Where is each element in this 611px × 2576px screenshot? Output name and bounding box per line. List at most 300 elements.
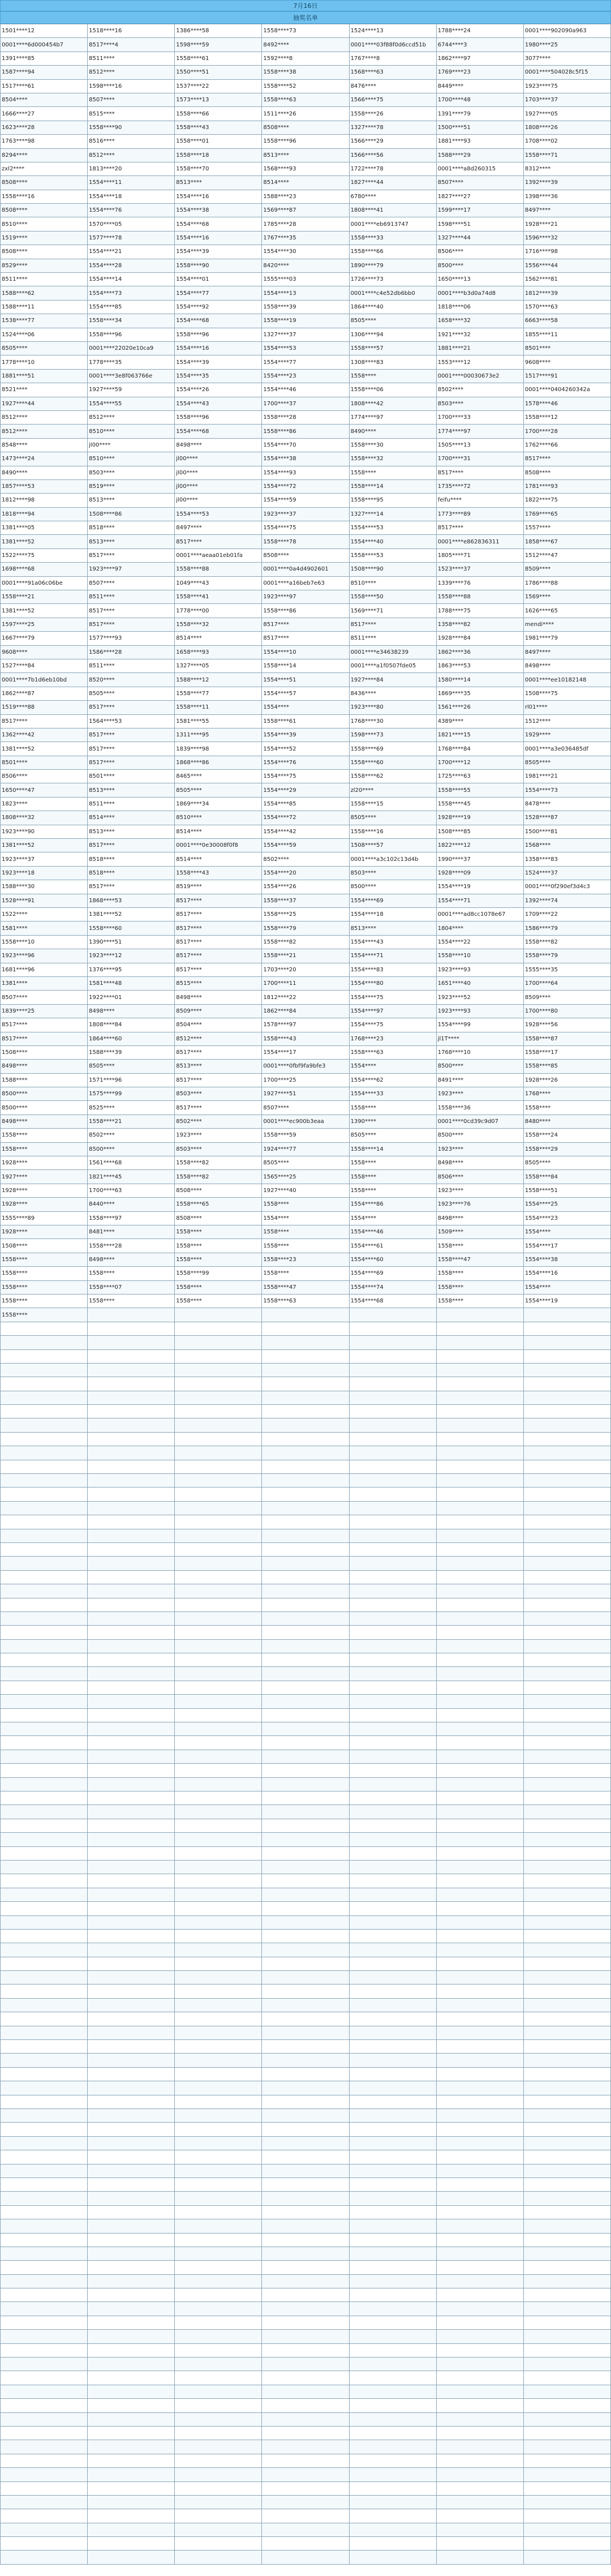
table-cell: 1558****43 (262, 1032, 349, 1045)
table-cell: 1554****77 (175, 286, 262, 300)
table-cell (262, 2233, 349, 2247)
table-cell (436, 2095, 523, 2108)
table-cell: 1558****62 (349, 770, 436, 783)
table-cell (175, 1819, 262, 1832)
table-cell: mendi**** (523, 618, 610, 631)
table-row (1, 176, 611, 190)
table-cell: 1381****52 (1, 839, 88, 852)
table-row (1, 632, 611, 645)
table-cell: 0001****ee10182148 (523, 673, 610, 687)
table-cell: 1569****87 (262, 204, 349, 217)
table-cell: 1570****63 (523, 300, 610, 314)
table-cell (175, 1695, 262, 1708)
table-cell: 8548**** (1, 438, 88, 452)
table-cell (349, 2302, 436, 2316)
table-row (1, 397, 611, 410)
table-cell: 1327****44 (436, 231, 523, 245)
table-cell (262, 1349, 349, 1363)
table-cell (523, 2302, 610, 2316)
table-cell: 1554****43 (349, 935, 436, 949)
table-cell: 1762****66 (523, 438, 610, 452)
table-row (1, 1971, 611, 1984)
table-cell (1, 2247, 88, 2260)
table-cell: 1881****93 (436, 135, 523, 148)
table-cell: 1571****96 (88, 1073, 175, 1087)
table-cell (349, 2108, 436, 2122)
table-cell (175, 1971, 262, 1984)
table-cell (1, 2537, 88, 2551)
table-cell: 1588****62 (1, 286, 88, 300)
table-cell: 1554****51 (262, 673, 349, 687)
table-cell (1, 2274, 88, 2288)
table-cell (262, 1639, 349, 1653)
table-cell: 1554****38 (175, 204, 262, 217)
table-cell: 1626****65 (523, 604, 610, 618)
table-cell: 1863****53 (436, 659, 523, 672)
table-cell (349, 2371, 436, 2385)
table-cell (175, 2192, 262, 2205)
table-cell: 1554****46 (262, 383, 349, 397)
table-cell: 1881****51 (1, 369, 88, 383)
table-cell (88, 1722, 175, 1736)
table-cell (175, 1998, 262, 2012)
table-cell: 8509**** (523, 991, 610, 1004)
table-cell (523, 1998, 610, 2012)
table-row (1, 1611, 611, 1625)
table-row (1, 259, 611, 272)
table-cell (262, 1611, 349, 1625)
table-cell (523, 1943, 610, 1957)
table-row (1, 2054, 611, 2067)
table-cell: 1554****52 (262, 742, 349, 756)
table-cell: 1923****37 (262, 507, 349, 521)
table-cell (175, 2343, 262, 2357)
table-cell: 1923**** (436, 1142, 523, 1156)
table-cell (262, 1764, 349, 1777)
table-cell: 8440**** (88, 1198, 175, 1211)
table-cell (523, 2316, 610, 2329)
table-cell: 1769****65 (523, 507, 610, 521)
table-row (1, 1184, 611, 1197)
table-cell: 1558****90 (88, 121, 175, 134)
table-cell: 0001****a16beb7e63 (262, 576, 349, 590)
table-cell (88, 1929, 175, 1943)
table-cell: 1558****47 (436, 1253, 523, 1266)
table-row (1, 2551, 611, 2564)
table-cell (436, 1598, 523, 1611)
table-row (1, 204, 611, 217)
table-cell: 8511**** (349, 632, 436, 645)
table-cell (523, 2426, 610, 2440)
table-cell (523, 1501, 610, 1515)
table-cell: 8508**** (262, 121, 349, 134)
table-row (1, 1060, 611, 1073)
table-cell: 8509**** (523, 563, 610, 576)
table-cell (88, 1557, 175, 1570)
table-cell (262, 1405, 349, 1418)
table-cell (349, 1833, 436, 1846)
table-row (1, 976, 611, 990)
table-cell (436, 1846, 523, 1860)
table-cell (523, 1322, 610, 1335)
table-cell (349, 2040, 436, 2054)
table-cell: 8498**** (436, 1211, 523, 1225)
table-cell (175, 2164, 262, 2178)
table-cell (523, 1777, 610, 1791)
table-row (1, 2136, 611, 2150)
table-cell: 1554****17 (262, 1045, 349, 1059)
table-cell (88, 1888, 175, 1901)
table-cell: 1577****93 (88, 632, 175, 645)
table-cell: 1922****01 (88, 991, 175, 1004)
table-cell (436, 2192, 523, 2205)
table-row (1, 645, 611, 659)
table-cell: 1822****75 (523, 494, 610, 507)
table-cell: 1500****51 (436, 121, 523, 134)
table-cell: 1558**** (436, 1239, 523, 1253)
table-cell: 1558****36 (436, 1101, 523, 1115)
table-row (1, 1570, 611, 1584)
table-cell: 1558****34 (88, 314, 175, 328)
table-cell (88, 1626, 175, 1639)
table-cell (1, 1833, 88, 1846)
table-cell: 1561****26 (436, 701, 523, 714)
table-cell: 1554****16 (175, 190, 262, 203)
table-cell: 1508****75 (523, 687, 610, 700)
table-cell: 1398****36 (523, 190, 610, 203)
table-cell (436, 1488, 523, 1501)
table-cell (349, 1474, 436, 1488)
table-cell: 8500**** (88, 1142, 175, 1156)
table-cell (1, 1391, 88, 1404)
table-row (1, 2274, 611, 2288)
table-cell (349, 1722, 436, 1736)
table-cell (349, 1998, 436, 2012)
table-cell: 1558****99 (175, 1267, 262, 1280)
table-cell: 8529**** (1, 259, 88, 272)
table-cell (523, 1598, 610, 1611)
table-cell (523, 1984, 610, 1998)
table-row (1, 1142, 611, 1156)
table-cell: 0001****0a4d4902601 (262, 563, 349, 576)
table-cell: 8490**** (1, 466, 88, 479)
table-cell (436, 2136, 523, 2150)
table-cell (262, 2330, 349, 2343)
table-cell: 1651****40 (436, 976, 523, 990)
table-cell: 1558****45 (436, 797, 523, 811)
table-cell: 1558****61 (262, 714, 349, 728)
table-cell (175, 1929, 262, 1943)
table-cell (175, 1805, 262, 1819)
table-cell: 8500**** (436, 1060, 523, 1073)
table-cell: 1554****71 (349, 949, 436, 963)
table-cell (349, 2440, 436, 2454)
table-cell (175, 1708, 262, 1722)
table-cell: 1928**** (1, 1184, 88, 1197)
table-cell: 1554****30 (262, 245, 349, 259)
table-cell (436, 1529, 523, 1542)
table-cell: 1868****53 (88, 894, 175, 907)
table-cell (175, 2454, 262, 2467)
table-cell: 1808****84 (88, 1018, 175, 1032)
table-cell (262, 2261, 349, 2274)
table-row (1, 410, 611, 424)
table-cell: 8508**** (262, 548, 349, 562)
table-cell: 1555****03 (262, 273, 349, 286)
table-cell: 4389**** (436, 714, 523, 728)
table-cell (349, 2123, 436, 2136)
table-cell: 8505**** (1, 341, 88, 355)
table-row (1, 756, 611, 769)
table-cell: 1522**** (1, 908, 88, 921)
table-cell: 8505**** (88, 1060, 175, 1073)
table-cell (523, 2551, 610, 2564)
table-cell: 1558****96 (175, 410, 262, 424)
table-cell (436, 1418, 523, 1432)
table-cell (262, 1363, 349, 1377)
table-cell (262, 2440, 349, 2454)
table-cell (88, 2205, 175, 2219)
table-cell (1, 2412, 88, 2426)
table-cell (262, 2509, 349, 2523)
table-row (1, 535, 611, 548)
table-row (1, 1211, 611, 1225)
table-cell: 8513**** (88, 494, 175, 507)
table-cell: 1587****94 (1, 66, 88, 79)
table-cell (349, 1791, 436, 1805)
table-cell: 1558****16 (1, 190, 88, 203)
table-cell (523, 1681, 610, 1694)
table-cell: 1700****33 (436, 410, 523, 424)
table-cell (1, 1570, 88, 1584)
table-cell (523, 1833, 610, 1846)
table-cell: 1928****21 (523, 217, 610, 231)
table-cell (262, 1833, 349, 1846)
table-cell: 1808****42 (349, 397, 436, 410)
table-cell (1, 1764, 88, 1777)
table-cell: 1923****12 (88, 949, 175, 963)
table-cell: 1558****33 (349, 231, 436, 245)
table-cell: 1517****61 (1, 79, 88, 93)
table-cell (436, 1681, 523, 1694)
table-row (1, 2302, 611, 2316)
table-cell: 1804**** (436, 921, 523, 935)
table-cell: 8478**** (523, 797, 610, 811)
table-cell (1, 1377, 88, 1391)
table-cell: 1812****98 (1, 494, 88, 507)
table-row (1, 2523, 611, 2536)
table-cell (523, 1736, 610, 1750)
table-cell: 8517**** (88, 756, 175, 769)
table-cell: 1927****40 (262, 1184, 349, 1197)
table-cell: 1555****89 (1, 1211, 88, 1225)
table-row (1, 1432, 611, 1446)
table-cell: 1566****75 (349, 93, 436, 106)
table-row (1, 1626, 611, 1639)
table-cell: 1524****37 (523, 866, 610, 880)
table-cell (1, 2136, 88, 2150)
table-cell: 1554****61 (349, 1239, 436, 1253)
table-row (1, 2468, 611, 2481)
table-cell (349, 1639, 436, 1653)
table-cell (349, 2054, 436, 2067)
table-row (1, 507, 611, 521)
table-row (1, 2440, 611, 2454)
table-row (1, 1294, 611, 1308)
table-cell: 8513**** (88, 783, 175, 797)
table-cell: 8517**** (1, 714, 88, 728)
table-cell (523, 2481, 610, 2495)
table-cell (1, 1432, 88, 1446)
table-cell: 1788****75 (436, 604, 523, 618)
table-cell: 8498**** (175, 438, 262, 452)
table-cell (88, 1515, 175, 1529)
table-cell: 0001****0f290ef3d4c3 (523, 880, 610, 894)
table-cell: 1650****47 (1, 783, 88, 797)
table-cell (175, 2551, 262, 2564)
table-cell (349, 1777, 436, 1791)
table-cell: 1980****25 (523, 38, 610, 52)
table-row (1, 839, 611, 852)
table-cell: 1928****19 (436, 811, 523, 825)
table-cell (436, 1943, 523, 1957)
table-cell: 1700****25 (262, 1073, 349, 1087)
table-cell (349, 1488, 436, 1501)
table-cell: 8504**** (175, 1018, 262, 1032)
table-cell: 1839****25 (1, 1004, 88, 1018)
table-cell (88, 1736, 175, 1750)
table-cell (88, 1391, 175, 1404)
table-cell (436, 1791, 523, 1805)
table-cell: 1554****17 (523, 1239, 610, 1253)
table-cell (88, 2123, 175, 2136)
table-cell (349, 1391, 436, 1404)
table-cell: 8513**** (88, 825, 175, 838)
table-cell (436, 1888, 523, 1901)
table-cell: 1558****59 (262, 1129, 349, 1142)
table-cell: 1768****10 (436, 1045, 523, 1059)
table-cell: 1381****52 (88, 908, 175, 921)
table-cell: 1588****12 (175, 673, 262, 687)
table-cell: 1558****66 (175, 107, 262, 121)
table-row (1, 217, 611, 231)
table-cell (262, 2136, 349, 2150)
table-cell: 8509**** (175, 1004, 262, 1018)
table-cell: 8508**** (1, 204, 88, 217)
table-cell: 8420**** (262, 259, 349, 272)
table-cell: 1500****81 (523, 825, 610, 838)
table-cell (523, 1626, 610, 1639)
table-cell (262, 1598, 349, 1611)
table-cell: 1923****52 (436, 991, 523, 1004)
table-cell (523, 1846, 610, 1860)
table-cell: 1923****96 (1, 949, 88, 963)
table-cell: 1703****37 (523, 93, 610, 106)
table-cell: 1558****26 (349, 107, 436, 121)
table-cell: 1581****48 (88, 976, 175, 990)
table-cell: 8312**** (523, 162, 610, 175)
table-cell: 8513**** (175, 176, 262, 190)
table-cell (436, 1639, 523, 1653)
table-cell (436, 2440, 523, 2454)
table-cell (175, 1750, 262, 1763)
table-cell: 8449**** (436, 79, 523, 93)
table-cell (436, 1377, 523, 1391)
table-cell (436, 1984, 523, 1998)
table-cell (175, 2081, 262, 2095)
table-cell: jl1T**** (436, 1032, 523, 1045)
table-cell: 8517**** (88, 618, 175, 631)
table-cell: 1554****53 (262, 341, 349, 355)
table-cell: 1558****69 (349, 742, 436, 756)
table-cell (88, 1708, 175, 1722)
table-cell (262, 1722, 349, 1736)
table-cell (262, 2371, 349, 2385)
table-cell (1, 1708, 88, 1722)
table-row (1, 1695, 611, 1708)
table-cell (523, 2054, 610, 2067)
table-cell (175, 1377, 262, 1391)
table-cell: 1554**** (349, 1211, 436, 1225)
table-cell: 1554**** (349, 1060, 436, 1073)
table-cell (349, 1529, 436, 1542)
table-row (1, 341, 611, 355)
table-cell (1, 2302, 88, 2316)
table-row (1, 2164, 611, 2178)
table-cell: 1862****97 (436, 52, 523, 65)
table-cell: 1923****93 (436, 1004, 523, 1018)
table-cell (349, 1971, 436, 1984)
table-cell (262, 1418, 349, 1432)
table-cell (523, 2136, 610, 2150)
table-cell: 1528****87 (523, 811, 610, 825)
table-row (1, 1267, 611, 1280)
table-cell (88, 1639, 175, 1653)
table-cell: 0001****a1f0507fde05 (349, 659, 436, 672)
table-cell: 1767****35 (262, 231, 349, 245)
table-cell (175, 1529, 262, 1542)
table-cell (1, 2026, 88, 2039)
table-cell (436, 2164, 523, 2178)
table-row (1, 1860, 611, 1874)
table-cell: 8517**** (523, 452, 610, 466)
table-cell: 8503**** (436, 397, 523, 410)
table-row (1, 2358, 611, 2371)
table-cell (1, 1777, 88, 1791)
table-cell (1, 2164, 88, 2178)
table-cell: 1558****95 (349, 494, 436, 507)
table-row (1, 590, 611, 604)
table-row (1, 190, 611, 203)
table-cell (88, 1570, 175, 1584)
table-cell (262, 2537, 349, 2551)
table-row (1, 1667, 611, 1681)
table-cell: 1558**** (349, 466, 436, 479)
table-cell: 1821****45 (88, 1170, 175, 1184)
table-cell (88, 1777, 175, 1791)
table-cell (1, 2150, 88, 2164)
table-row (1, 1846, 611, 1860)
table-cell (436, 1322, 523, 1335)
table-cell: 8517**** (88, 880, 175, 894)
table-cell (175, 1432, 262, 1446)
table-cell (349, 2205, 436, 2219)
table-cell (262, 1915, 349, 1929)
table-cell (88, 1971, 175, 1984)
table-cell (1, 1474, 88, 1488)
table-cell: 1805****71 (436, 548, 523, 562)
table-cell: 1558****24 (523, 1129, 610, 1142)
